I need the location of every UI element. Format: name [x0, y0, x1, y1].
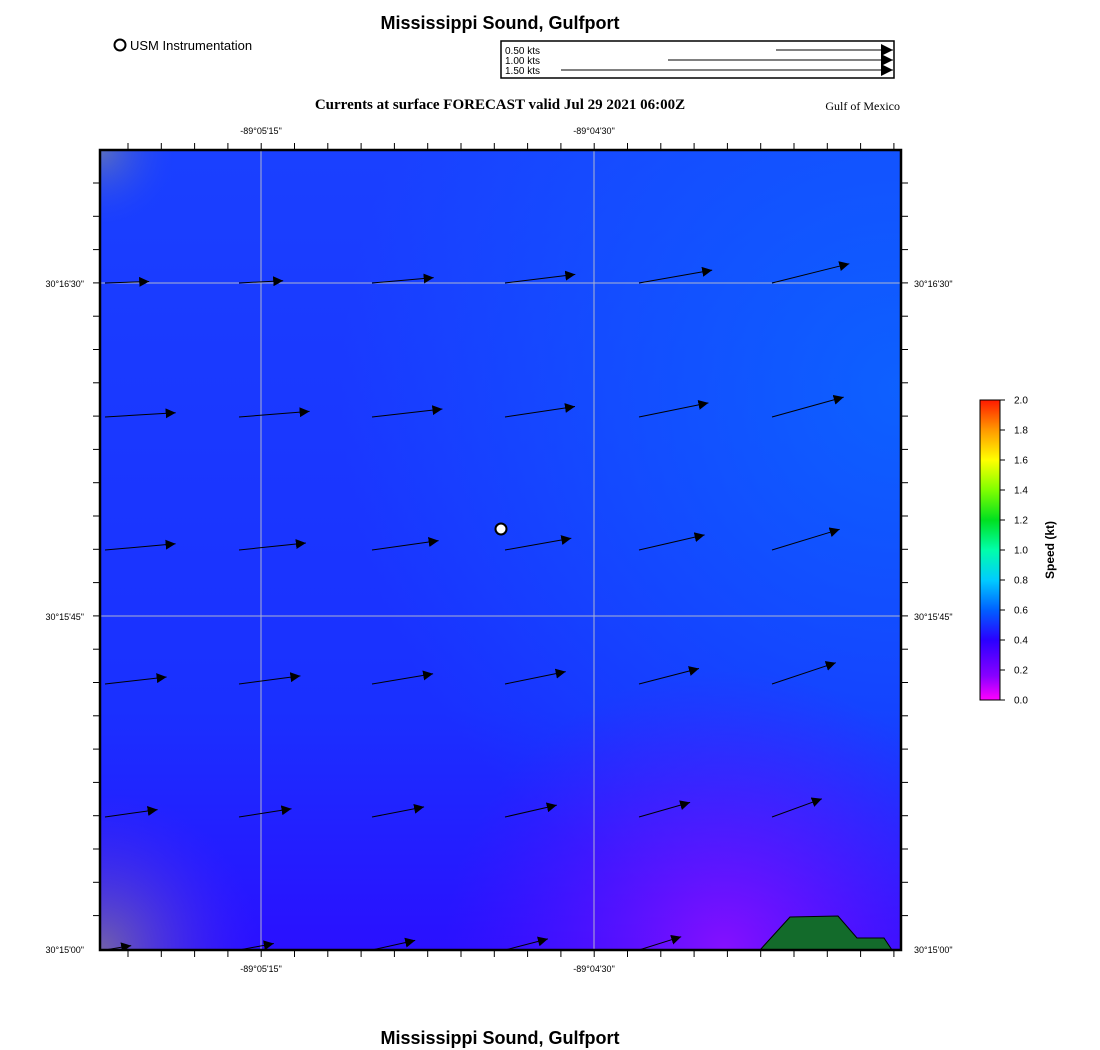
scale-label-2: 1.50 kts	[505, 66, 541, 77]
lat-tick-right-1: 30°15'45"	[914, 612, 953, 622]
colorbar-tick-label: 1.2	[1014, 515, 1028, 527]
colorbar-tick-label: 1.8	[1014, 425, 1028, 437]
colorbar-tick-label: 0.2	[1014, 665, 1028, 677]
lat-tick-right-0: 30°16'30"	[914, 279, 953, 289]
lat-tick-left-0: 30°16'30"	[45, 279, 84, 289]
title-bottom: Mississippi Sound, Gulfport	[380, 1028, 620, 1048]
subtitle: Currents at surface FORECAST valid Jul 29 2021 06:00Z	[314, 97, 686, 113]
lat-tick-right-2: 30°15'00"	[914, 945, 953, 955]
colorbar-tick-label: 2.0	[1014, 395, 1028, 407]
colorbar-label: Speed (kt)	[1043, 520, 1057, 580]
instrument-marker[interactable]	[496, 524, 507, 535]
colorbar	[980, 396, 1057, 707]
map-area	[100, 150, 901, 950]
scale-label-1: 1.00 kts	[505, 56, 541, 67]
water-shade-northwest	[100, 150, 901, 950]
colorbar-tick-label: 1.4	[1014, 485, 1028, 497]
lat-tick-left-1: 30°15'45"	[45, 612, 84, 622]
lon-tick-bottom-1: -89°04'30"	[573, 964, 615, 974]
instrument-legend-icon	[115, 40, 126, 51]
lon-tick-top-0: -89°05'15"	[240, 126, 282, 136]
lon-tick-bottom-0: -89°05'15"	[240, 964, 282, 974]
scale-label-0: 0.50 kts	[505, 46, 541, 57]
colorbar-tick-label: 0.4	[1014, 635, 1028, 647]
colorbar-tick-label: 0.0	[1014, 695, 1028, 707]
region-label: Gulf of Mexico	[825, 99, 900, 113]
colorbar-tick-label: 0.6	[1014, 605, 1028, 617]
lat-tick-left-2: 30°15'00"	[45, 945, 84, 955]
colorbar-tick-label: 0.8	[1014, 575, 1028, 587]
colorbar-ticks	[1000, 396, 1028, 707]
colorbar-gradient	[980, 400, 1000, 700]
colorbar-tick-label: 1.6	[1014, 455, 1028, 467]
lon-tick-top-1: -89°04'30"	[573, 126, 615, 136]
instrument-legend-label: USM Instrumentation	[130, 38, 253, 53]
scale-legend	[501, 41, 894, 78]
title-top: Mississippi Sound, Gulfport	[380, 13, 620, 33]
colorbar-tick-label: 1.0	[1014, 545, 1028, 557]
